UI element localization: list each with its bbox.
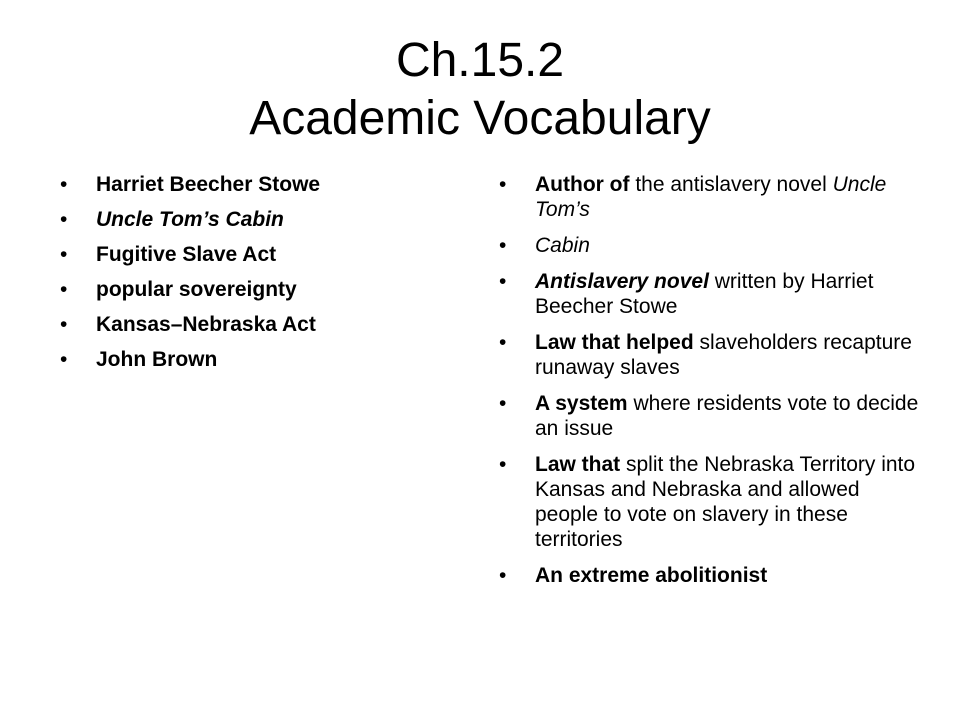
term-item (60, 207, 440, 233)
term-text: popular sovereignty (96, 278, 297, 301)
definition-item (499, 172, 919, 222)
term-text: Kansas–Nebraska Act (96, 313, 316, 336)
definition-rest: written by Harriet Beecher Stowe (535, 270, 874, 318)
term-text: Harriet Beecher Stowe (96, 173, 321, 196)
term-text: Uncle Tom’s Cabin (96, 208, 284, 231)
definitions-list (499, 172, 919, 599)
definition-rest: where residents vote to decide an issue (535, 392, 919, 440)
definition-lead: Law that helped (535, 331, 694, 354)
definition-lead: Law that (535, 453, 621, 476)
definition-lead: A system (535, 392, 628, 415)
definition-item (499, 452, 919, 552)
term-item (60, 347, 440, 373)
definition-lead: An extreme abolitionist (535, 564, 768, 587)
definition-item (499, 330, 919, 380)
definition-item (499, 563, 919, 588)
definition-tail: Uncle Tom’s (535, 173, 887, 221)
definition-rest: slaveholders recapture runaway slaves (535, 331, 912, 379)
definition-rest: the antislavery novel (629, 173, 833, 196)
term-item (60, 312, 440, 338)
definition-item (499, 269, 919, 319)
term-text: John Brown (96, 348, 218, 371)
definition-lead: Antislavery novel (535, 270, 709, 293)
term-item (60, 172, 440, 198)
term-text: Fugitive Slave Act (96, 243, 277, 266)
slide-title-line1: Ch.15.2 (395, 34, 565, 87)
terms-list (60, 172, 440, 382)
definition-item (499, 233, 919, 258)
definition-item (499, 391, 919, 441)
slide-title (0, 32, 960, 148)
definition-rest: split the Nebraska Territory into Kansas and Nebraska and allowed people to vote on slavery in these territories (535, 453, 916, 551)
term-item (60, 242, 440, 268)
slide-title-line2: Academic Vocabulary (249, 92, 711, 145)
definition-lead: Author of (535, 173, 630, 196)
definition-tail: Cabin (535, 234, 590, 257)
term-item (60, 277, 440, 303)
